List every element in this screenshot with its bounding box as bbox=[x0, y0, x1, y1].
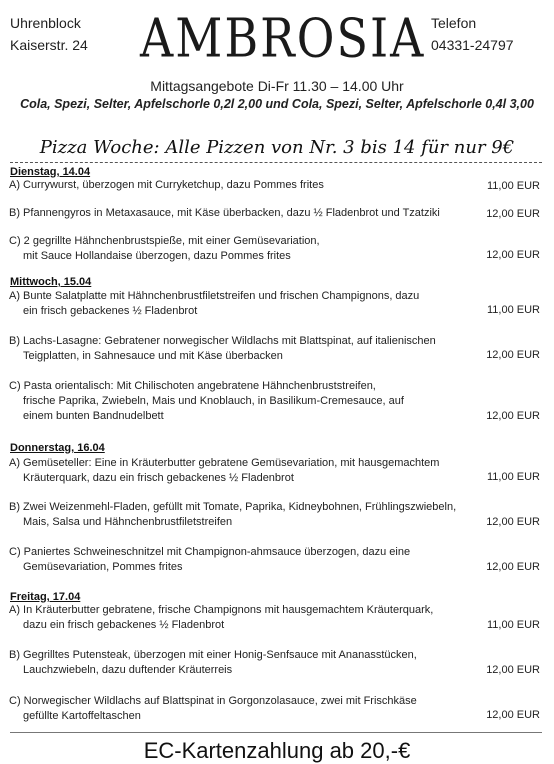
menu-item: A) Bunte Salatplatte mit Hähnchenbrustfiletstreifen und frischen Champignons, dazu ein frisch gebackenes ½ Fladenbrot bbox=[9, 290, 420, 317]
day-heading-wednesday: Mittwoch, 15.04 bbox=[10, 276, 92, 288]
day-heading-tuesday: Dienstag, 14.04 bbox=[10, 166, 91, 178]
drinks-offer: Cola, Spezi, Selter, Apfelschorle 0,2l 2,00 und Cola, Spezi, Selter, Apfelschorle 0,4l 3,00 bbox=[20, 97, 534, 111]
payment-note: EC-Kartenzahlung ab 20,-€ bbox=[143, 738, 411, 763]
menu-item-price: 12,00 EUR bbox=[486, 410, 540, 422]
address-block bbox=[10, 12, 88, 56]
address-line-1: Uhrenblock bbox=[10, 15, 81, 31]
menu-item: B) Lachs-Lasagne: Gebratener norwegischer Wildlachs mit Blattspinat, auf italienischen Teigplatten, in Sahnesauce und mit Käse überbacken bbox=[9, 335, 436, 362]
menu-item-price: 12,00 EUR bbox=[486, 664, 540, 676]
pizza-week-offer: Pizza Woche: Alle Pizzen von Nr. 3 bis 14 für nur 9€ bbox=[39, 137, 515, 158]
menu-item: A) Gemüseteller: Eine in Kräuterbutter gebratene Gemüsevariation, mit hausgemachtem Kräuterquark, dazu ein frisch gebackenes ½ Fladenbrot bbox=[9, 457, 440, 484]
menu-item: C) Pasta orientalisch: Mit Chilischoten angebratene Hähnchenbruststreifen, frische Paprika, Zwiebeln, Mais und Knoblauch, in Basilikum-Cremesauce, auf einem bunten Bandnudelbett bbox=[9, 380, 404, 422]
footer-divider bbox=[10, 732, 542, 734]
menu-item-price: 12,00 EUR bbox=[486, 249, 540, 261]
menu-item-price: 11,00 EUR bbox=[487, 471, 540, 483]
menu-item: C) Paniertes Schweineschnitzel mit Champignon-ahmsauce überzogen, dazu eine Gemüsevariation, Pommes frites bbox=[9, 546, 411, 573]
phone-label: Telefon bbox=[431, 15, 477, 31]
divider bbox=[10, 162, 542, 164]
menu-item: B) Zwei Weizenmehl-Fladen, gefüllt mit Tomate, Paprika, Kidneybohnen, Frühlingszwiebeln, Mais, Salsa und Hähnchenbrustfiletstreifen bbox=[9, 501, 457, 528]
menu-item-price: 12,00 EUR bbox=[486, 516, 540, 528]
menu-item: B) Pfannengyros in Metaxasauce, mit Käse überbacken, dazu ½ Fladenbrot und Tzatziki bbox=[9, 207, 440, 219]
menu-item: C) Norwegischer Wildlachs auf Blattspinat in Gorgonzolasauce, zwei mit Frischkäse gefüllte Kartoffeltaschen bbox=[9, 695, 417, 722]
day-heading-friday: Freitag, 17.04 bbox=[10, 591, 81, 603]
menu-item-price: 12,00 EUR bbox=[486, 561, 540, 573]
menu-item-price: 12,00 EUR bbox=[486, 709, 540, 721]
menu-item: C) 2 gegrillte Hähnchenbrustspieße, mit einer Gemüsevariation, mit Sauce Hollandaise überzogen, dazu Pommes frites bbox=[9, 235, 320, 262]
menu-item: B) Gegrilltes Putensteak, überzogen mit einer Honig-Senfsauce mit Ananasstücken, Lauchzwiebeln, dazu duftender Kräuterreis bbox=[9, 649, 417, 676]
address-line-2: Kaiserstr. 24 bbox=[10, 37, 88, 53]
logo: AMBROSIA bbox=[140, 6, 426, 70]
menu-item: A) In Kräuterbutter gebratene, frische Champignons mit hausgemachtem Kräuterquark, dazu ein frisch gebackenes ½ Fladenbrot bbox=[9, 604, 434, 631]
menu-item: A) Currywurst, überzogen mit Curryketchup, dazu Pommes frites bbox=[9, 179, 324, 191]
day-heading-thursday: Donnerstag, 16.04 bbox=[10, 442, 105, 454]
phone-number: 04331-24797 bbox=[431, 37, 514, 53]
phone-block bbox=[431, 12, 514, 56]
menu-item-price: 11,00 EUR bbox=[487, 304, 540, 316]
menu-item-price: 11,00 EUR bbox=[487, 180, 540, 192]
lunch-hours: Mittagsangebote Di-Fr 11.30 – 14.00 Uhr bbox=[150, 78, 404, 94]
menu-item-price: 11,00 EUR bbox=[487, 619, 540, 631]
menu-item-price: 12,00 EUR bbox=[486, 349, 540, 361]
menu-item-price: 12,00 EUR bbox=[486, 208, 540, 220]
